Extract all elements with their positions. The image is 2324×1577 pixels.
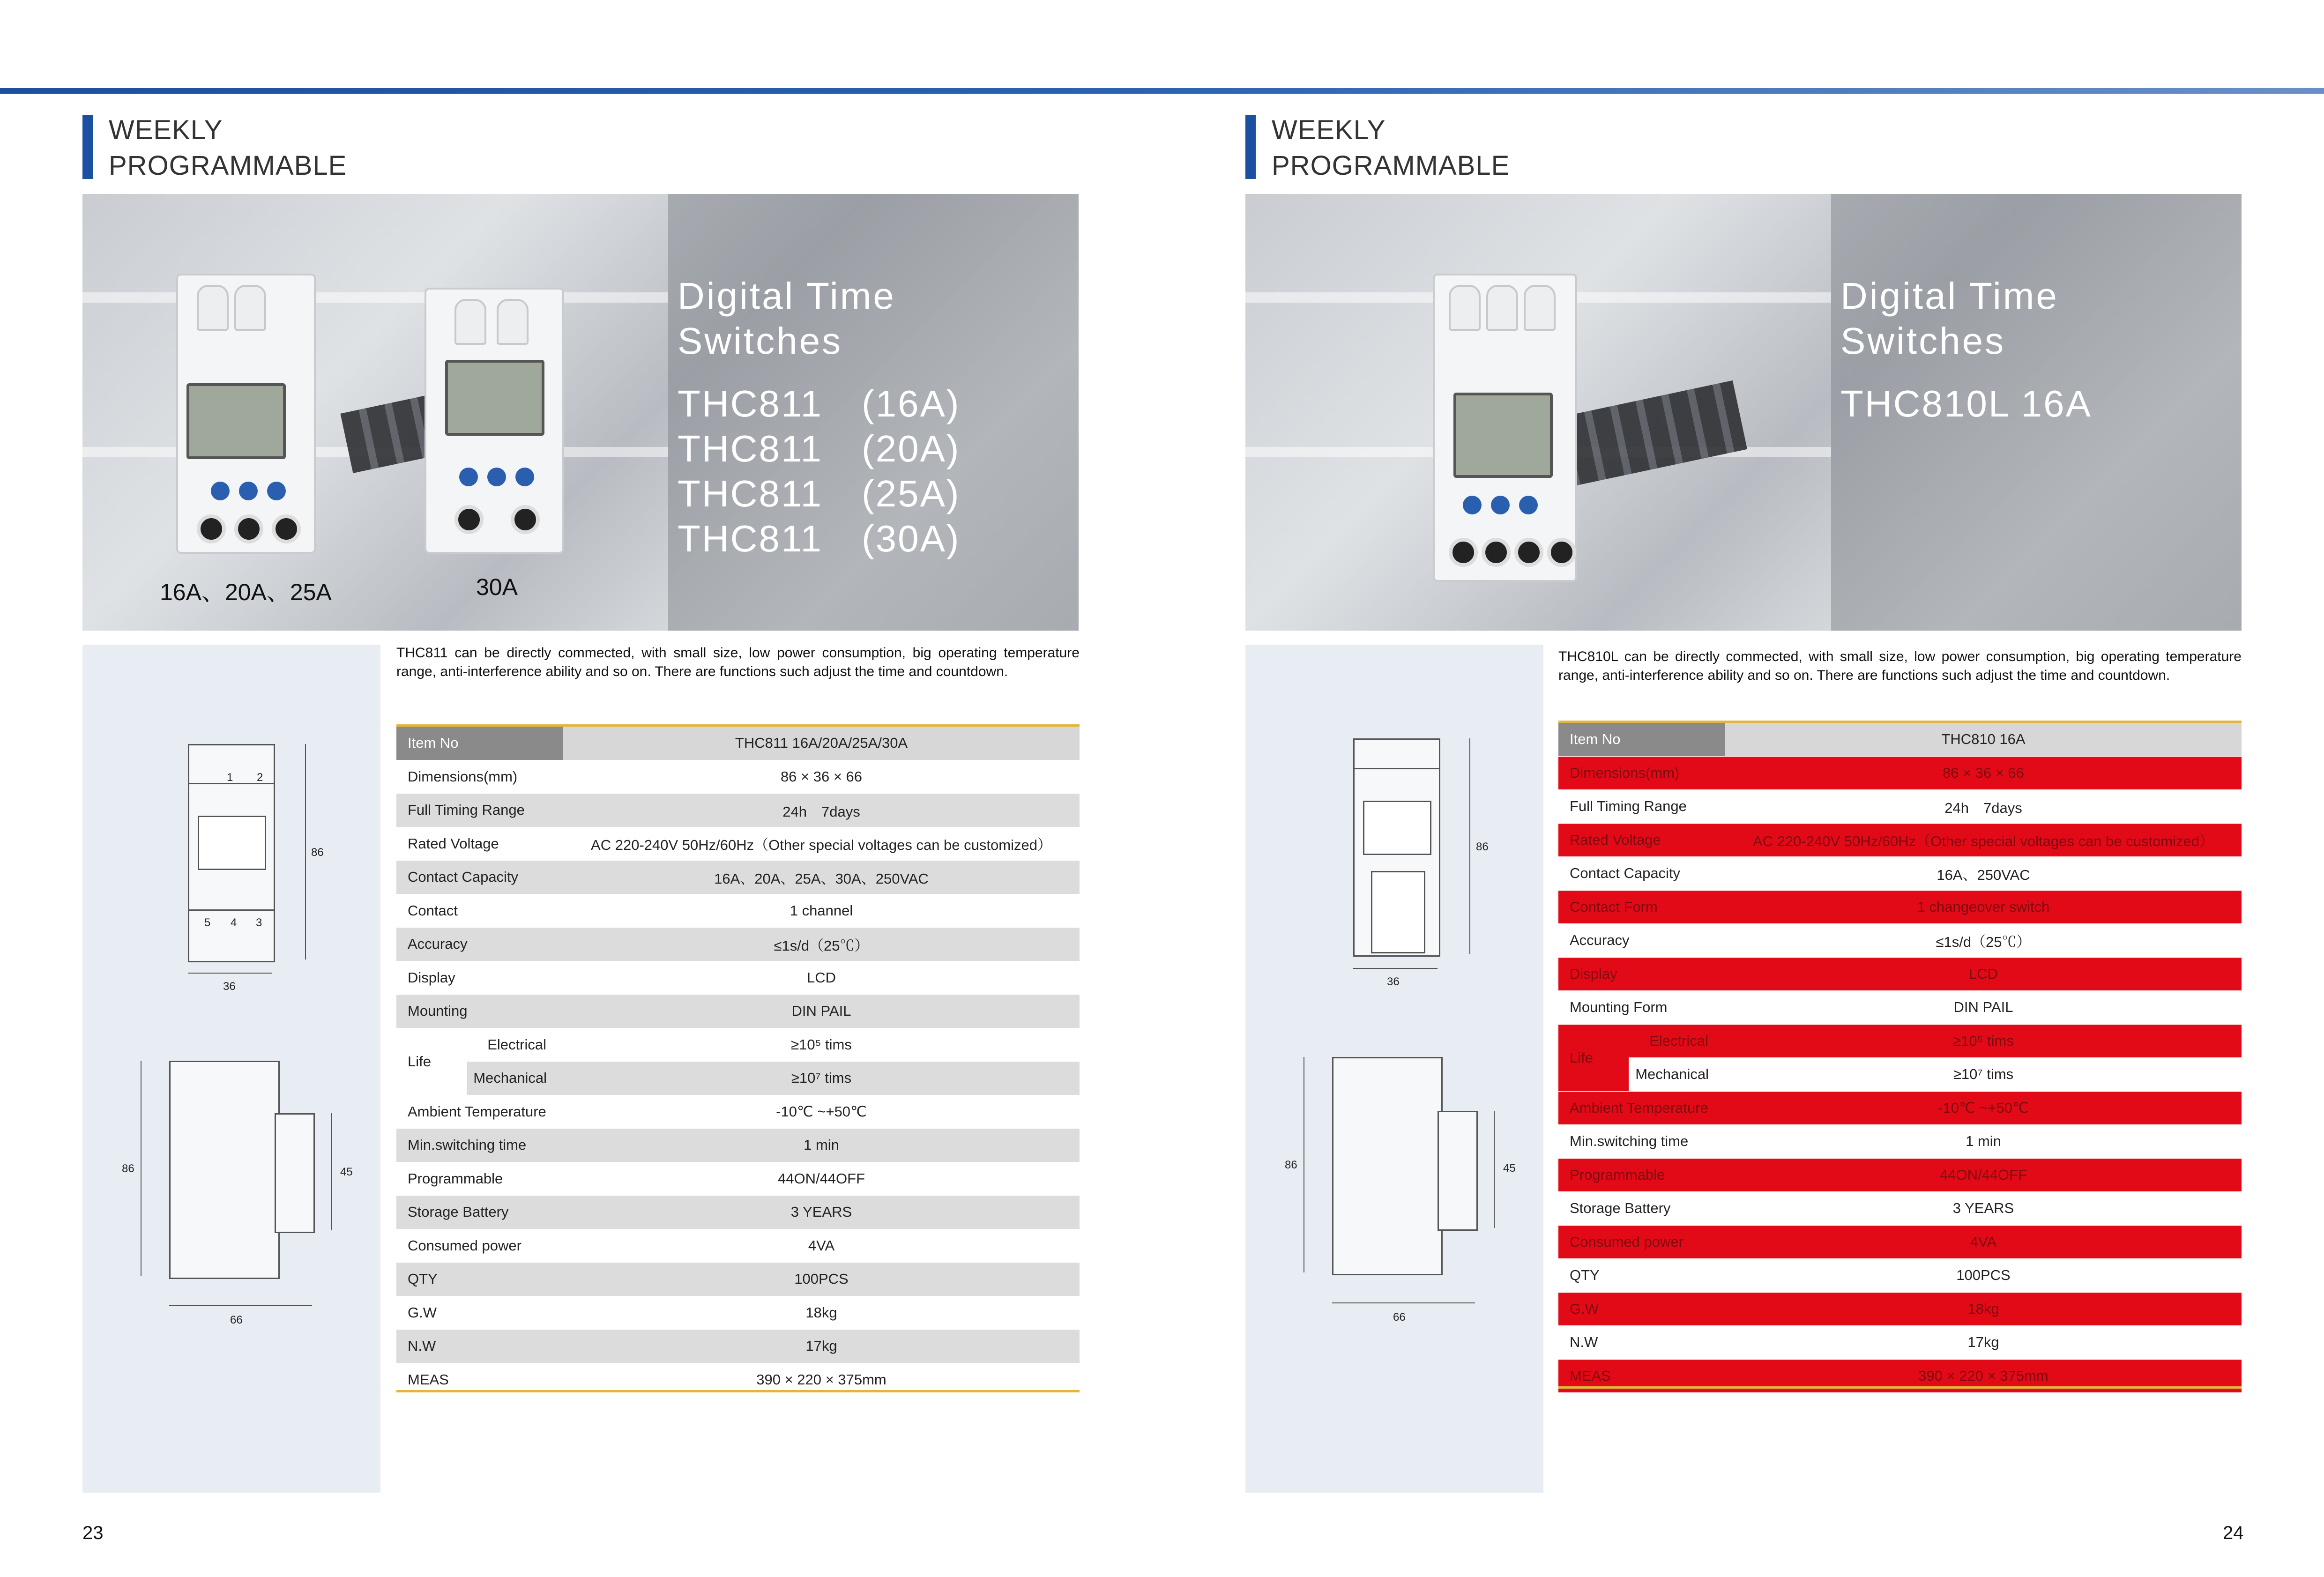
cell-label: Rated Voltage (396, 827, 563, 861)
cell-label: Accuracy (396, 928, 563, 961)
cell-label: G.W (396, 1296, 563, 1330)
cell-label: G.W (1558, 1292, 1725, 1326)
section-title (1272, 112, 1510, 184)
table-row (396, 1028, 1080, 1062)
dimension-drawings (1245, 645, 1543, 1493)
table-row (396, 1162, 1080, 1196)
cell-value: AC 220-240V 50Hz/60Hz（Other special voltages can be customized） (563, 827, 1080, 861)
cell-label: Programmable (1558, 1158, 1725, 1192)
table-row (1558, 991, 2242, 1025)
table-row (396, 760, 1080, 794)
cell-label: Rated Voltage (1558, 823, 1725, 857)
table-row (396, 727, 1080, 760)
cell-label: Mounting Form (1558, 991, 1725, 1025)
table-row (396, 995, 1080, 1028)
table-row (1558, 1058, 2242, 1092)
hero-banner (82, 194, 1079, 631)
dimension-line (305, 744, 306, 960)
side-height-label: 86 (122, 1162, 134, 1175)
section-title-line1: WEEKLY (1272, 115, 1386, 145)
model-list (678, 381, 1071, 561)
table-row (396, 1296, 1080, 1330)
cell-label: Ambient Temperature (1558, 1091, 1725, 1125)
product-description: THC810L can be directly commected, with small size, low power consumption, big operating temperature range, anti-interference ability and so on. There are functions such adjust the time and countdown. (1558, 649, 2242, 683)
cell-value: 24h 7days (1725, 790, 2242, 824)
cell-value: 100PCS (1725, 1259, 2242, 1293)
table-bottom-rule (396, 1390, 1080, 1392)
dimension-line (1494, 1111, 1495, 1228)
front-height-label: 86 (311, 846, 324, 859)
section-title (109, 112, 347, 184)
cell-value: ≥10⁵ tims (563, 1028, 1080, 1062)
cell-label: Life (396, 1028, 467, 1095)
cell-value: 1 changeover switch (1725, 890, 2242, 924)
table-row (1558, 1225, 2242, 1259)
table-row (1558, 1091, 2242, 1125)
cell-value: 18kg (1725, 1292, 2242, 1326)
cell-value: ≥10⁷ tims (563, 1062, 1080, 1095)
table-row (396, 1196, 1080, 1229)
cell-value: 24h 7days (563, 794, 1080, 827)
product-description: THC811 can be directly commected, with small size, low power consumption, big operating temperature range, anti-interference ability and so on. There are functions such adjust the time and countdown. (396, 645, 1080, 679)
page-number: 23 (82, 1523, 104, 1543)
table-row (396, 1095, 1080, 1129)
cell-sublabel: Mechanical (1629, 1058, 1725, 1092)
cell-label: Contact (396, 894, 563, 928)
cell-label: Item No (1558, 723, 1725, 756)
table-row (396, 827, 1080, 861)
cell-label: N.W (1558, 1326, 1725, 1360)
terminal-label: 4 (231, 916, 237, 929)
model-list (1840, 381, 2234, 426)
cell-value: LCD (1725, 957, 2242, 991)
hero-headline (1840, 274, 2234, 364)
cell-value: DIN PAIL (563, 995, 1080, 1028)
page-24 (1162, 0, 2324, 1577)
table-row (396, 861, 1080, 894)
cell-value: 16A、20A、25A、30A、250VAC (563, 861, 1080, 894)
model-item: THC811 (16A) (678, 383, 961, 424)
cell-value: 44ON/44OFF (563, 1162, 1080, 1196)
table-row (1558, 1292, 2242, 1326)
cell-label: Min.switching time (396, 1129, 563, 1162)
cell-label: Contact Capacity (396, 861, 563, 894)
cell-label: Dimensions(mm) (1558, 756, 1725, 790)
table-row (1558, 1125, 2242, 1159)
table-row (396, 928, 1080, 961)
cell-value: 3 YEARS (563, 1196, 1080, 1229)
side-height-label: 86 (1285, 1159, 1297, 1171)
cell-label: Contact Form (1558, 890, 1725, 924)
side-view-step (1438, 1111, 1478, 1231)
cell-label: Min.switching time (1558, 1125, 1725, 1159)
hero-headline (678, 274, 1071, 364)
cell-sublabel: Electrical (467, 1028, 563, 1062)
cell-label: Consumed power (396, 1229, 563, 1263)
cell-label: QTY (1558, 1259, 1725, 1293)
dimension-line (1353, 968, 1438, 969)
table-row (1558, 1192, 2242, 1226)
cell-label: Mounting (396, 995, 563, 1028)
table-row (1558, 857, 2242, 891)
table-row (1558, 924, 2242, 958)
cell-label: Contact Capacity (1558, 857, 1725, 891)
terminal-label: 2 (257, 771, 263, 784)
front-view-drawing (1353, 738, 1440, 957)
cell-value: DIN PAIL (1725, 991, 2242, 1025)
table-row (1558, 957, 2242, 991)
cell-sublabel: Electrical (1629, 1024, 1725, 1058)
cell-value: ≥10⁷ tims (1725, 1058, 2242, 1092)
table-row (1558, 1024, 2242, 1058)
dimension-line (331, 1113, 332, 1230)
cell-label: Item No (396, 727, 563, 760)
cell-label: MEAS (396, 1363, 563, 1397)
cell-value: 86 × 36 × 66 (563, 760, 1080, 794)
side-view-step (275, 1113, 315, 1233)
front-width-label: 36 (223, 980, 236, 993)
front-height-label: 86 (1476, 841, 1489, 853)
model-item: THC811 (30A) (678, 518, 961, 559)
table-row (1558, 823, 2242, 857)
terminal-label: 5 (204, 916, 211, 929)
cell-label: Display (1558, 957, 1725, 991)
table-row (1558, 790, 2242, 824)
cell-value: ≤1s/d（25℃） (563, 928, 1080, 961)
section-title-line2: PROGRAMMABLE (109, 150, 347, 181)
section-title-line1: WEEKLY (109, 115, 223, 145)
product-caption-b: 30A (476, 574, 518, 600)
table-row (396, 894, 1080, 928)
cell-label: Dimensions(mm) (396, 760, 563, 794)
cell-value: 4VA (563, 1229, 1080, 1263)
cell-value: AC 220-240V 50Hz/60Hz（Other special voltages can be customized） (1725, 823, 2242, 857)
table-row (1558, 723, 2242, 756)
section-marker (1245, 115, 1256, 179)
table-row (396, 961, 1080, 995)
table-row (1558, 1326, 2242, 1360)
cell-value: 390 × 220 × 375mm (1725, 1359, 2242, 1393)
cell-value: 390 × 220 × 375mm (563, 1363, 1080, 1397)
table-bottom-rule (1558, 1386, 2242, 1389)
side-width-label: 66 (230, 1314, 243, 1326)
table-row (396, 1263, 1080, 1296)
model-item: THC810L 16A (1840, 383, 2092, 424)
table-row (1558, 890, 2242, 924)
cell-label: Programmable (396, 1162, 563, 1196)
spec-table (396, 727, 1080, 1397)
product-image-30a (425, 288, 564, 554)
side-width-label: 66 (1393, 1311, 1406, 1324)
headline-line2: Switches (678, 320, 843, 362)
dimension-drawings (82, 645, 380, 1493)
cell-value: 1 min (563, 1129, 1080, 1162)
product-image-thc810l (1433, 274, 1577, 582)
cell-label: Display (396, 961, 563, 995)
page-number: 24 (2223, 1523, 2244, 1543)
cell-label: Full Timing Range (1558, 790, 1725, 824)
cell-value: THC810 16A (1725, 723, 2242, 756)
cell-value: 1 channel (563, 894, 1080, 928)
headline-line1: Digital Time (1840, 275, 2059, 317)
cell-label: Accuracy (1558, 924, 1725, 958)
cell-label: Life (1558, 1024, 1629, 1091)
spec-table (1558, 723, 2242, 1393)
headline-line2: Switches (1840, 320, 2006, 362)
model-item: THC811 (20A) (678, 428, 961, 469)
front-width-label: 36 (1387, 975, 1400, 988)
dimension-line (1332, 1302, 1475, 1303)
cell-value: ≤1s/d（25℃） (1725, 924, 2242, 958)
cell-value: ≥10⁵ tims (1725, 1024, 2242, 1058)
cell-value: LCD (563, 961, 1080, 995)
hero-banner (1245, 194, 2242, 631)
section-marker (82, 115, 93, 179)
model-item: THC811 (25A) (678, 473, 961, 514)
table-row (396, 1330, 1080, 1363)
table-row (1558, 1158, 2242, 1192)
table-row (396, 794, 1080, 827)
table-row (1558, 756, 2242, 790)
cell-label: MEAS (1558, 1359, 1725, 1393)
cell-label: Consumed power (1558, 1225, 1725, 1259)
cell-value: -10℃ ~+50℃ (1725, 1091, 2242, 1125)
cell-value: 3 YEARS (1725, 1192, 2242, 1226)
cell-label: Ambient Temperature (396, 1095, 563, 1129)
cell-value: 16A、250VAC (1725, 857, 2242, 891)
product-caption-a: 16A、20A、25A (160, 579, 332, 605)
cell-value: 1 min (1725, 1125, 2242, 1159)
cell-label: QTY (396, 1263, 563, 1296)
cell-value: THC811 16A/20A/25A/30A (563, 727, 1080, 760)
table-row (1558, 1259, 2242, 1293)
side-view-drawing (169, 1061, 280, 1279)
cell-value: 44ON/44OFF (1725, 1158, 2242, 1192)
background-shelf (82, 292, 668, 303)
side-inner-label: 45 (340, 1166, 353, 1178)
cell-value: 17kg (1725, 1326, 2242, 1360)
cell-value: 4VA (1725, 1225, 2242, 1259)
table-row (396, 1229, 1080, 1263)
cell-value: -10℃ ~+50℃ (563, 1095, 1080, 1129)
headline-line1: Digital Time (678, 275, 896, 317)
cell-sublabel: Mechanical (467, 1062, 563, 1095)
cell-value: 17kg (563, 1330, 1080, 1363)
table-row (396, 1129, 1080, 1162)
cell-label: N.W (396, 1330, 563, 1363)
dimension-line (188, 973, 272, 974)
side-view-drawing (1332, 1057, 1443, 1275)
cell-label: Full Timing Range (396, 794, 563, 827)
cell-value: 86 × 36 × 66 (1725, 756, 2242, 790)
product-image-16a (176, 274, 316, 554)
terminal-label: 3 (256, 916, 262, 929)
terminal-label: 1 (227, 771, 233, 784)
cell-value: 100PCS (563, 1263, 1080, 1296)
dimension-line (169, 1305, 312, 1306)
dimension-line (141, 1061, 142, 1276)
side-inner-label: 45 (1503, 1162, 1516, 1175)
dimension-line (1469, 738, 1470, 954)
cell-label: Storage Battery (1558, 1192, 1725, 1226)
table-row (396, 1062, 1080, 1095)
section-title-line2: PROGRAMMABLE (1272, 150, 1510, 181)
cell-value: 18kg (563, 1296, 1080, 1330)
cell-label: Storage Battery (396, 1196, 563, 1229)
